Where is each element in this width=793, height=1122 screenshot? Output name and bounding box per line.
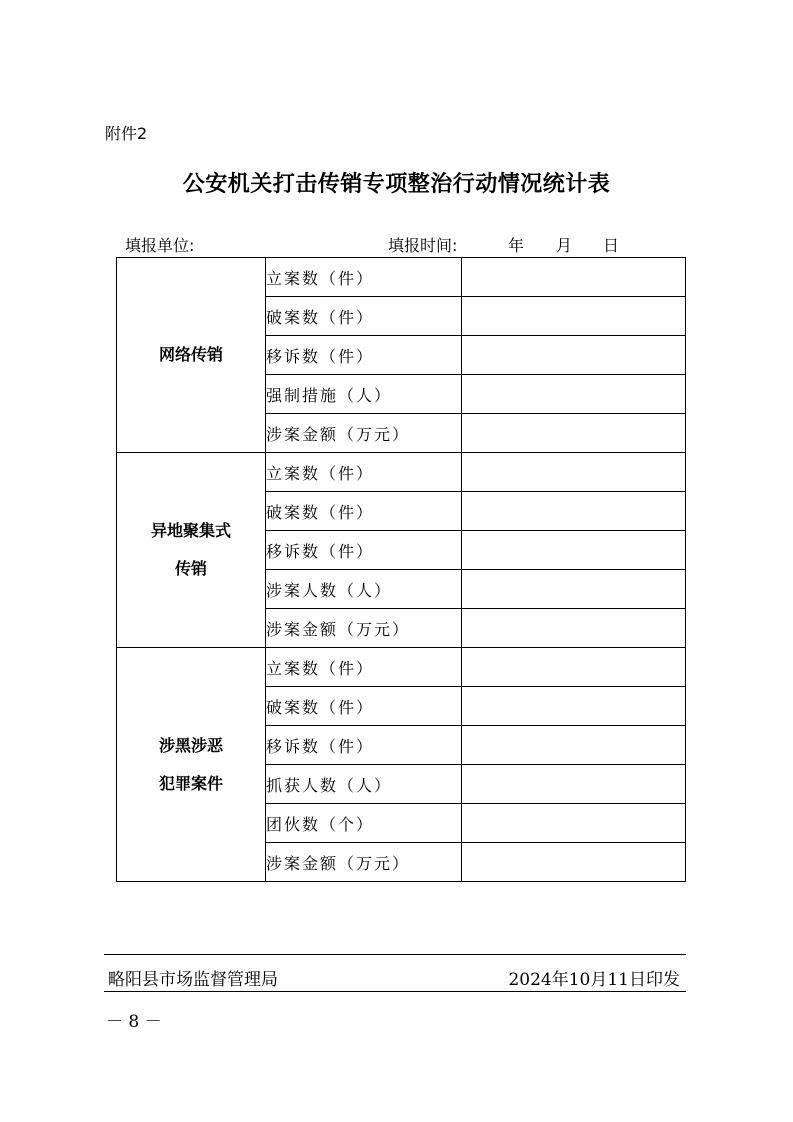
indicator-label: 移诉数（件） (266, 531, 462, 570)
table-row (117, 258, 686, 297)
indicator-label: 强制措施（人） (266, 375, 462, 414)
indicator-label: 移诉数（件） (266, 726, 462, 765)
indicator-label: 涉案金额（万元） (266, 843, 462, 882)
value-cell[interactable] (462, 648, 686, 687)
value-cell[interactable] (462, 531, 686, 570)
value-cell[interactable] (462, 414, 686, 453)
indicator-label: 涉案人数（人） (266, 570, 462, 609)
statistics-table (116, 257, 686, 882)
value-cell[interactable] (462, 336, 686, 375)
value-cell[interactable] (462, 687, 686, 726)
reporting-time-label: 填报时间: (388, 236, 458, 255)
fill-in-row (125, 233, 685, 255)
value-cell[interactable] (462, 492, 686, 531)
indicator-label: 破案数（件） (266, 297, 462, 336)
issuer-name: 略阳县市场监督管理局 (108, 970, 278, 990)
value-cell[interactable] (462, 453, 686, 492)
value-cell[interactable] (462, 726, 686, 765)
category-cell (117, 648, 266, 882)
category-label: 网络传销 (158, 345, 223, 364)
footer-bottom-rule (104, 991, 686, 992)
value-cell[interactable] (462, 804, 686, 843)
indicator-label: 立案数（件） (266, 258, 462, 297)
category-label: 异地聚集式 (150, 521, 231, 540)
indicator-label: 破案数（件） (266, 687, 462, 726)
value-cell[interactable] (462, 258, 686, 297)
value-cell[interactable] (462, 375, 686, 414)
table-row (117, 453, 686, 492)
category-label: 传销 (174, 559, 207, 578)
value-cell[interactable] (462, 297, 686, 336)
indicator-label: 团伙数（个） (266, 804, 462, 843)
indicator-label: 涉案金额（万元） (266, 609, 462, 648)
indicator-label: 涉案金额（万元） (266, 414, 462, 453)
indicator-label: 移诉数（件） (266, 336, 462, 375)
footer-top-rule (104, 954, 686, 955)
issue-date: 2024年10月11日印发 (508, 970, 680, 990)
month-label: 月 (556, 236, 573, 255)
value-cell[interactable] (462, 609, 686, 648)
year-label: 年 (508, 236, 525, 255)
page-number: － 8 － (106, 1012, 162, 1032)
value-cell[interactable] (462, 765, 686, 804)
attachment-label: 附件2 (105, 124, 148, 143)
indicator-label: 抓获人数（人） (266, 765, 462, 804)
day-label: 日 (603, 236, 620, 255)
reporting-unit-label: 填报单位: (125, 236, 195, 255)
table-row (117, 648, 686, 687)
document-title: 公安机关打击传销专项整治行动情况统计表 (182, 171, 611, 197)
indicator-label: 立案数（件） (266, 648, 462, 687)
indicator-label: 破案数（件） (266, 492, 462, 531)
category-cell (117, 453, 266, 648)
indicator-label: 立案数（件） (266, 453, 462, 492)
value-cell[interactable] (462, 570, 686, 609)
category-cell (117, 258, 266, 453)
value-cell[interactable] (462, 843, 686, 882)
category-label: 犯罪案件 (158, 773, 223, 793)
category-label: 涉黑涉恶 (158, 735, 223, 755)
